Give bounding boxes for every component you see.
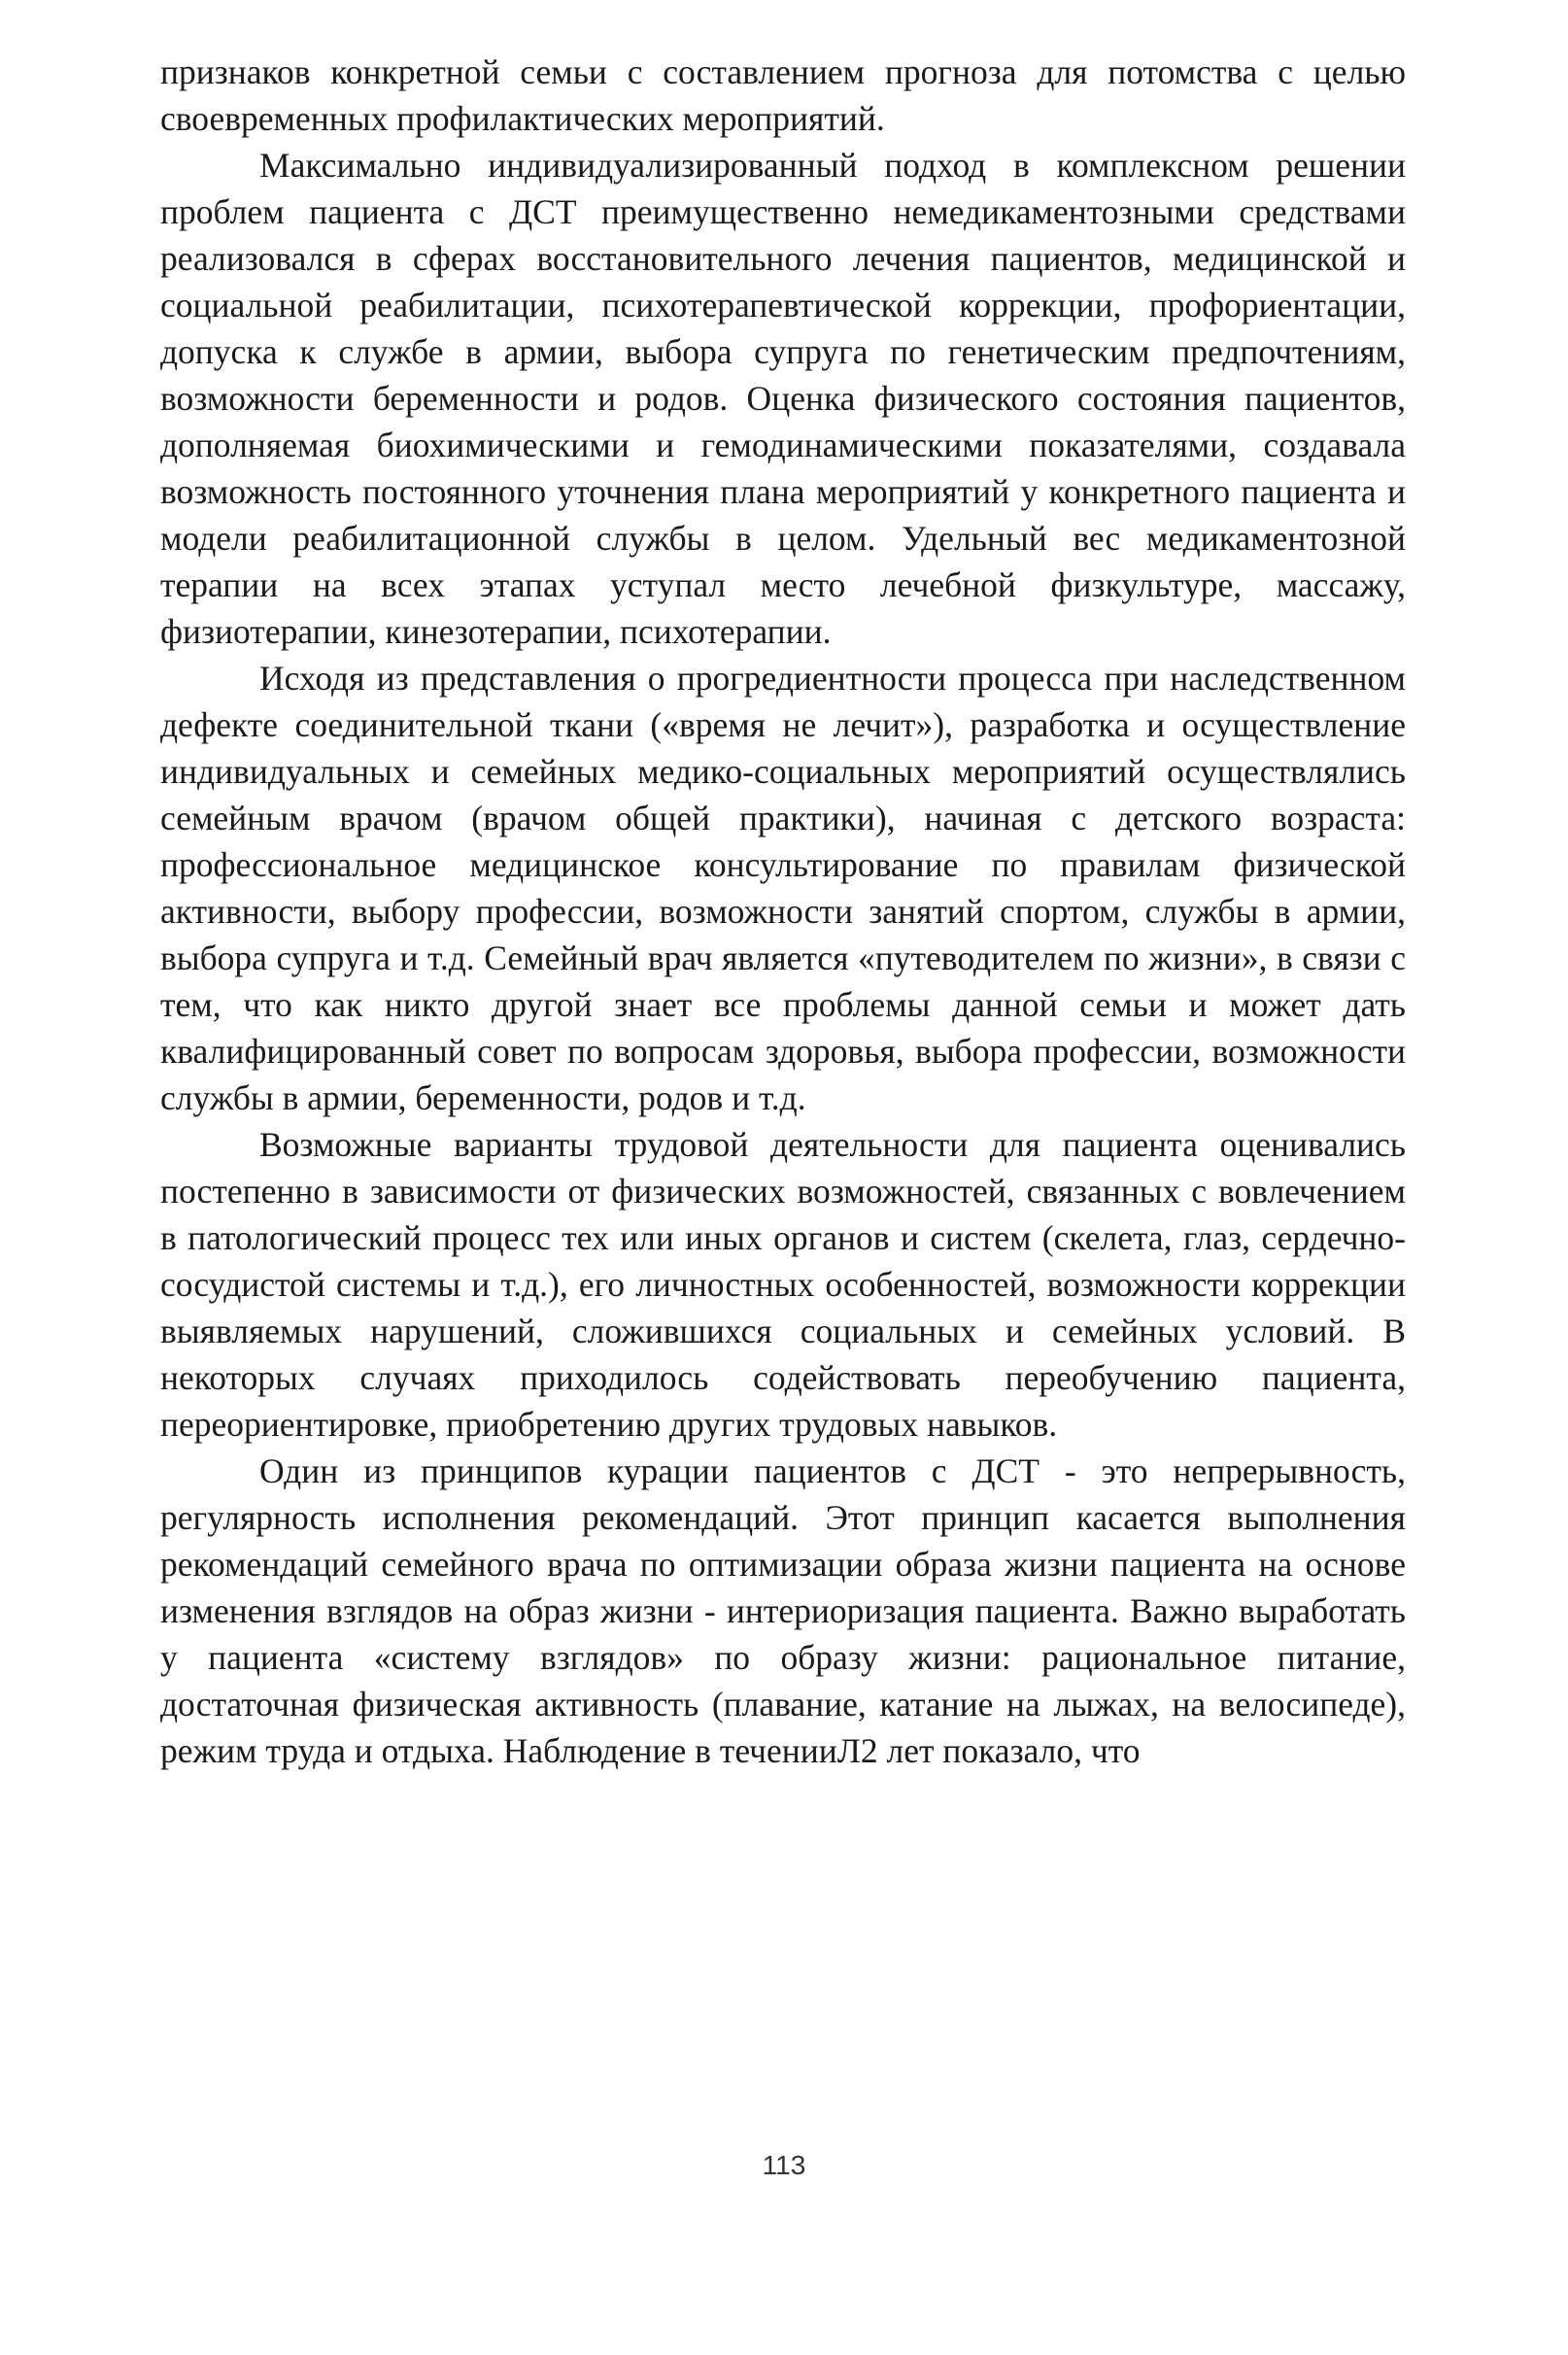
paragraph-progredient-process: Исходя из представления о прогредиентности процесса при наследственном дефекте соединительной ткани («время не лечит»), разработка и осуществление индивидуальных и семейных медико-социальных мероприятий осуществлялись семейным врачом (врачом общей практики), начиная с детского возраста: профессиональное медицинское консультирование по правилам физической активности, выбору профессии, возможности занятий спортом, службы в армии, выбора супруга и т.д. Семейный врач является «путеводителем по жизни», в связи с тем, что как никто другой знает все проблемы данной семьи и может дать квалифицированный совет по вопросам здоровья, выбора профессии, возможности службы в армии, беременности, родов и т.д.: [160, 659, 1406, 1117]
paragraph-curation-principles: Один из принципов курации пациентов с ДСТ - это непрерывность, регулярность исполнения рекомендаций. Этот принцип касается выполнения рекомендаций семейного врача по оптимизации образа жизни пациента на основе изменения взглядов на образ жизни - интериоризация пациента. Важно выработать у пациента «систему взглядов» по образу жизни: рациональное питание, достаточная физическая активность (плавание, катание на лыжах, на велосипеде), режим труда и отдыха. Наблюдение в теченииЛ2 лет показало, что: [160, 1451, 1406, 1770]
page-number: 113: [762, 2150, 806, 2180]
paragraph-continuation: признаков конкретной семьи с составлением прогноза для потомства с целью своевременных профилактических мероприятий.: [160, 52, 1406, 138]
paragraph-individualized-approach: Максимально индивидуализированный подход в комплексном решении проблем пациента с ДСТ преимущественно немедикаментозными средствами реализовался в сферах восстановительного лечения пациентов, медицинской и социальной реабилитации, психотерапевтической коррекции, профориентации, допуска к службе в армии, выбора супруга по генетическим предпочтениям, возможности беременности и родов. Оценка физического состояния пациентов, дополняемая биохимическими и гемодинамическими показателями, создавала возможность постоянного уточнения плана мероприятий у конкретного пациента и модели реабилитационной службы в целом. Удельный вес медикаментозной терапии на всех этапах уступал место лечебной физкультуре, массажу, физиотерапии, кинезотерапии, психотерапии.: [160, 146, 1406, 651]
body-text: [160, 49, 1406, 1774]
paragraph-work-activity: Возможные варианты трудовой деятельности для пациента оценивались постепенно в зависимости от физических возможностей, связанных с вовлечением в патологический процесс тех или иных органов и систем (скелета, глаз, сердечно-сосудистой системы и т.д.), его личностных особенностей, возможности коррекции выявляемых нарушений, сложившихся социальных и семейных условий. В некоторых случаях приходилось содействовать переобучению пациента, переориентировке, приобретению других трудовых навыков.: [160, 1125, 1406, 1444]
